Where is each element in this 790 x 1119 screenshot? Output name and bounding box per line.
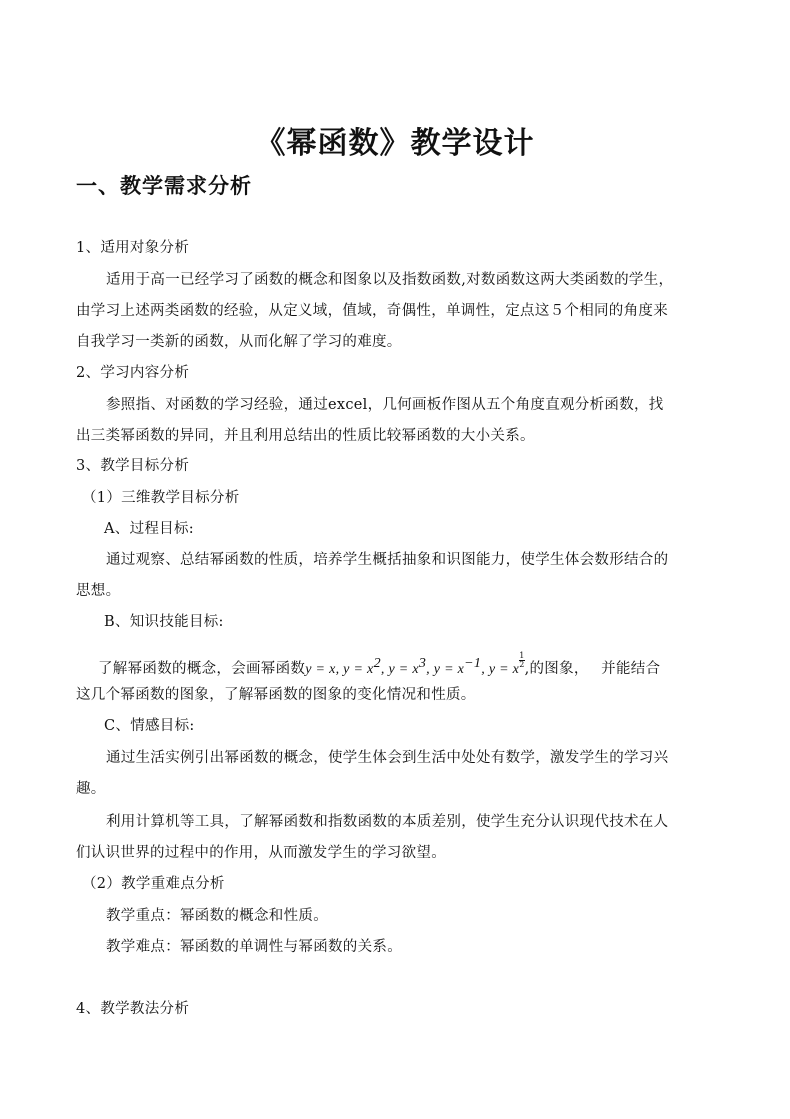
formula-1: y = x, y = x — [305, 662, 374, 677]
paragraph-line: 利用计算机等工具，了解幂函数和指数函数的本质差别，使学生充分认识现代技术在人 — [106, 814, 669, 830]
subsection-heading-1: 1、适用对象分析 — [76, 240, 190, 256]
section-heading-1: 一、教学需求分析 — [76, 173, 252, 198]
fraction-denominator: 2 — [519, 660, 525, 669]
paragraph-line: 适用于高一已经学习了函数的概念和图象以及指数函数,对数函数这两大类函数的学生， — [106, 272, 674, 288]
formula-outro: ,的图象， 并能结合 — [524, 661, 661, 677]
sub-heading-2: （2）教学重难点分析 — [82, 876, 225, 892]
paragraph-line: 出三类幂函数的异同，并且利用总结出的性质比较幂函数的大小关系。 — [76, 428, 535, 444]
paragraph-line: 通过观察、总结幂函数的性质，培养学生概括抽象和识图能力，使学生体会数形结合的 — [106, 552, 669, 568]
formula-line — [98, 652, 660, 680]
exponent-3: 3 — [418, 656, 427, 672]
exponent-minus-1: −1 — [464, 656, 482, 672]
paragraph-line: 这几个幂函数的图象，了解幂函数的图象的变化情况和性质。 — [76, 687, 476, 703]
formula-intro: 了解幂函数的概念，会画幂函数 — [98, 661, 306, 677]
paragraph-line: 趣。 — [76, 781, 106, 797]
exponent-2: 2 — [373, 656, 381, 672]
paragraph-line: 们认识世界的过程中的作用，从而激发学生的学习欲望。 — [76, 845, 446, 861]
formula-4: , y = x — [481, 662, 520, 677]
formula-2: , y = x — [380, 662, 419, 677]
subsection-heading-2: 2、学习内容分析 — [76, 365, 190, 381]
paragraph-line: 参照指、对函数的学习经验，通过excel，几何画板作图从五个角度直观分析函数，找 — [106, 397, 664, 413]
subsection-heading-4: 4、教学教法分析 — [76, 1001, 190, 1017]
paragraph-line: 自我学习一类新的函数，从而化解了学习的难度。 — [76, 334, 402, 350]
paragraph-line: 通过生活实例引出幂函数的概念，使学生体会到生活中处处有数学，激发学生的学习兴 — [106, 750, 669, 766]
subsection-heading-3: 3、教学目标分析 — [76, 458, 190, 474]
paragraph-line: 由学习上述两类函数的经验，从定义域，值域，奇偶性，单调性，定点这５个相同的角度来 — [76, 303, 668, 319]
paragraph-line: 思想。 — [76, 583, 121, 599]
goal-label-a: A、过程目标: — [104, 521, 194, 537]
key-point: 教学重点：幂函数的概念和性质。 — [106, 908, 328, 924]
fraction-numerator: 1 — [519, 651, 525, 660]
goal-label-b: B、知识技能目标: — [104, 614, 224, 630]
difficult-point: 教学难点：幂函数的单调性与幂函数的关系。 — [106, 939, 402, 955]
sub-heading-1: （1）三维教学目标分析 — [82, 490, 240, 506]
formula-3: , y = x — [426, 662, 465, 677]
goal-label-c: C、情感目标: — [104, 718, 195, 734]
page-title: 《幂函数》教学设计 — [255, 126, 535, 161]
